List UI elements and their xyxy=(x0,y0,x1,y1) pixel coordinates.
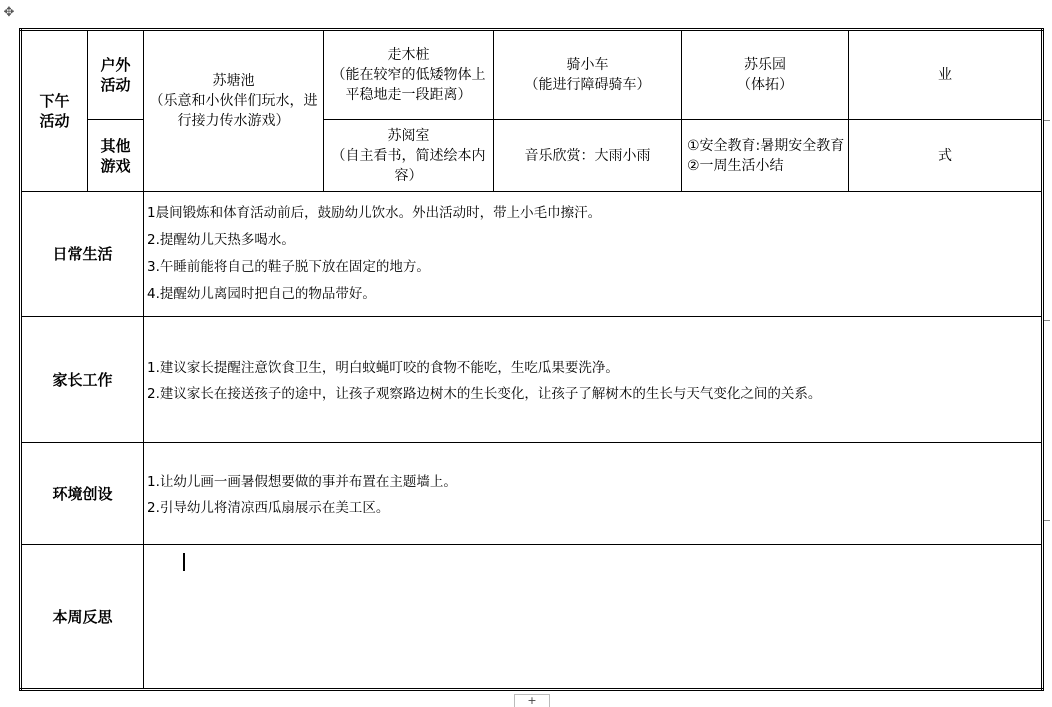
outdoor-item-title: 业 xyxy=(938,67,952,84)
other-games-label[interactable] xyxy=(88,120,144,191)
other-item-cell[interactable] xyxy=(494,120,682,191)
parent-work-item: 1.建议家长提醒注意饮食卫生，明白蚊蝇叮咬的食物不能吃，生吃瓜果要洗净。 xyxy=(147,360,619,377)
other-label-line1: 其他 xyxy=(100,136,131,155)
other-label-line2: 游戏 xyxy=(100,156,131,175)
suzhou-pool-title: 苏塘池 xyxy=(212,73,255,89)
environment-item: 2.引导幼儿将清凉西瓜扇展示在美工区。 xyxy=(147,499,390,516)
outdoor-label-line1: 户外 xyxy=(100,56,131,75)
add-row-button[interactable] xyxy=(514,694,550,707)
parent-work-item: 2.建议家长在接送孩子的途中，让孩子观察路边树木的生长变化，让孩子了解树木的生长与天气变化之间的关系。 xyxy=(147,386,822,403)
outdoor-item-title: 骑小车 xyxy=(566,57,609,74)
afternoon-outdoor-row xyxy=(21,30,1043,120)
ruler-tick xyxy=(1044,520,1050,521)
daily-life-item: 2.提醒幼儿天热多喝水。 xyxy=(147,231,295,248)
weekly-plan-table xyxy=(19,28,1044,691)
outdoor-item-cell[interactable] xyxy=(682,30,849,120)
other-item-cell[interactable] xyxy=(682,120,849,191)
other-item-desc: （自主看书，简述绘本内容） xyxy=(331,147,486,184)
environment-label[interactable]: 环境创设 xyxy=(21,442,144,544)
table-move-handle-icon[interactable]: ✥ xyxy=(3,5,15,20)
parent-work-content[interactable] xyxy=(144,317,1043,443)
afternoon-label-line1: 下午 xyxy=(39,91,70,110)
afternoon-label-line2: 活动 xyxy=(39,111,70,130)
outdoor-label-line2: 活动 xyxy=(100,76,131,95)
daily-life-row xyxy=(21,191,1043,317)
afternoon-activity-label[interactable] xyxy=(21,30,88,192)
suzhou-pool-desc: （乐意和小伙伴们玩水，进行接力传水游戏） xyxy=(149,93,318,129)
ruler-tick xyxy=(1044,320,1050,321)
ruler-tick xyxy=(1044,120,1050,121)
outdoor-item-desc: （能在较窄的低矮物体上平稳地走一段距离） xyxy=(331,67,486,104)
outdoor-item-title: 苏乐园 xyxy=(744,57,786,74)
outdoor-activity-label[interactable] xyxy=(88,30,144,120)
parent-work-row xyxy=(21,317,1043,443)
other-item-title: 音乐欣赏：大雨小雨 xyxy=(524,147,651,164)
daily-life-label[interactable]: 日常生活 xyxy=(21,191,144,317)
other-item-title: 式 xyxy=(938,147,952,164)
reflection-label[interactable]: 本周反思 xyxy=(21,545,144,690)
outdoor-item-cell[interactable] xyxy=(324,30,494,120)
outdoor-item-desc: （能进行障碍骑车） xyxy=(524,77,651,94)
reflection-content[interactable] xyxy=(144,545,1043,690)
text-cursor xyxy=(183,553,185,571)
environment-content[interactable] xyxy=(144,442,1043,544)
daily-life-item: 4.提醒幼儿离园时把自己的物品带好。 xyxy=(147,285,376,302)
daily-life-content[interactable] xyxy=(144,191,1043,317)
outdoor-item-cell[interactable] xyxy=(494,30,682,120)
outdoor-item-desc: （体拓） xyxy=(737,77,793,94)
other-item-cell[interactable] xyxy=(849,120,1043,191)
environment-item: 1.让幼儿画一画暑假想要做的事并布置在主题墙上。 xyxy=(147,473,457,490)
daily-life-item: 1晨间锻炼和体育活动前后，鼓励幼儿饮水。外出活动时，带上小毛巾擦汗。 xyxy=(147,204,602,221)
outdoor-item-title: 走木桩 xyxy=(387,47,430,64)
daily-life-item: 3.午睡前能将自己的鞋子脱下放在固定的地方。 xyxy=(147,258,430,275)
other-item-line2: ②一周生活小结 xyxy=(687,157,784,174)
outdoor-item-cell[interactable] xyxy=(849,30,1043,120)
other-item-line1: ①安全教育:暑期安全教育 xyxy=(687,137,845,154)
other-item-cell[interactable] xyxy=(324,120,494,191)
environment-row xyxy=(21,442,1043,544)
suzhou-pool-cell[interactable] xyxy=(144,30,324,192)
other-item-title: 苏阅室 xyxy=(387,127,430,144)
reflection-row xyxy=(21,545,1043,690)
parent-work-label[interactable]: 家长工作 xyxy=(21,317,144,443)
plus-icon: + xyxy=(527,694,537,707)
